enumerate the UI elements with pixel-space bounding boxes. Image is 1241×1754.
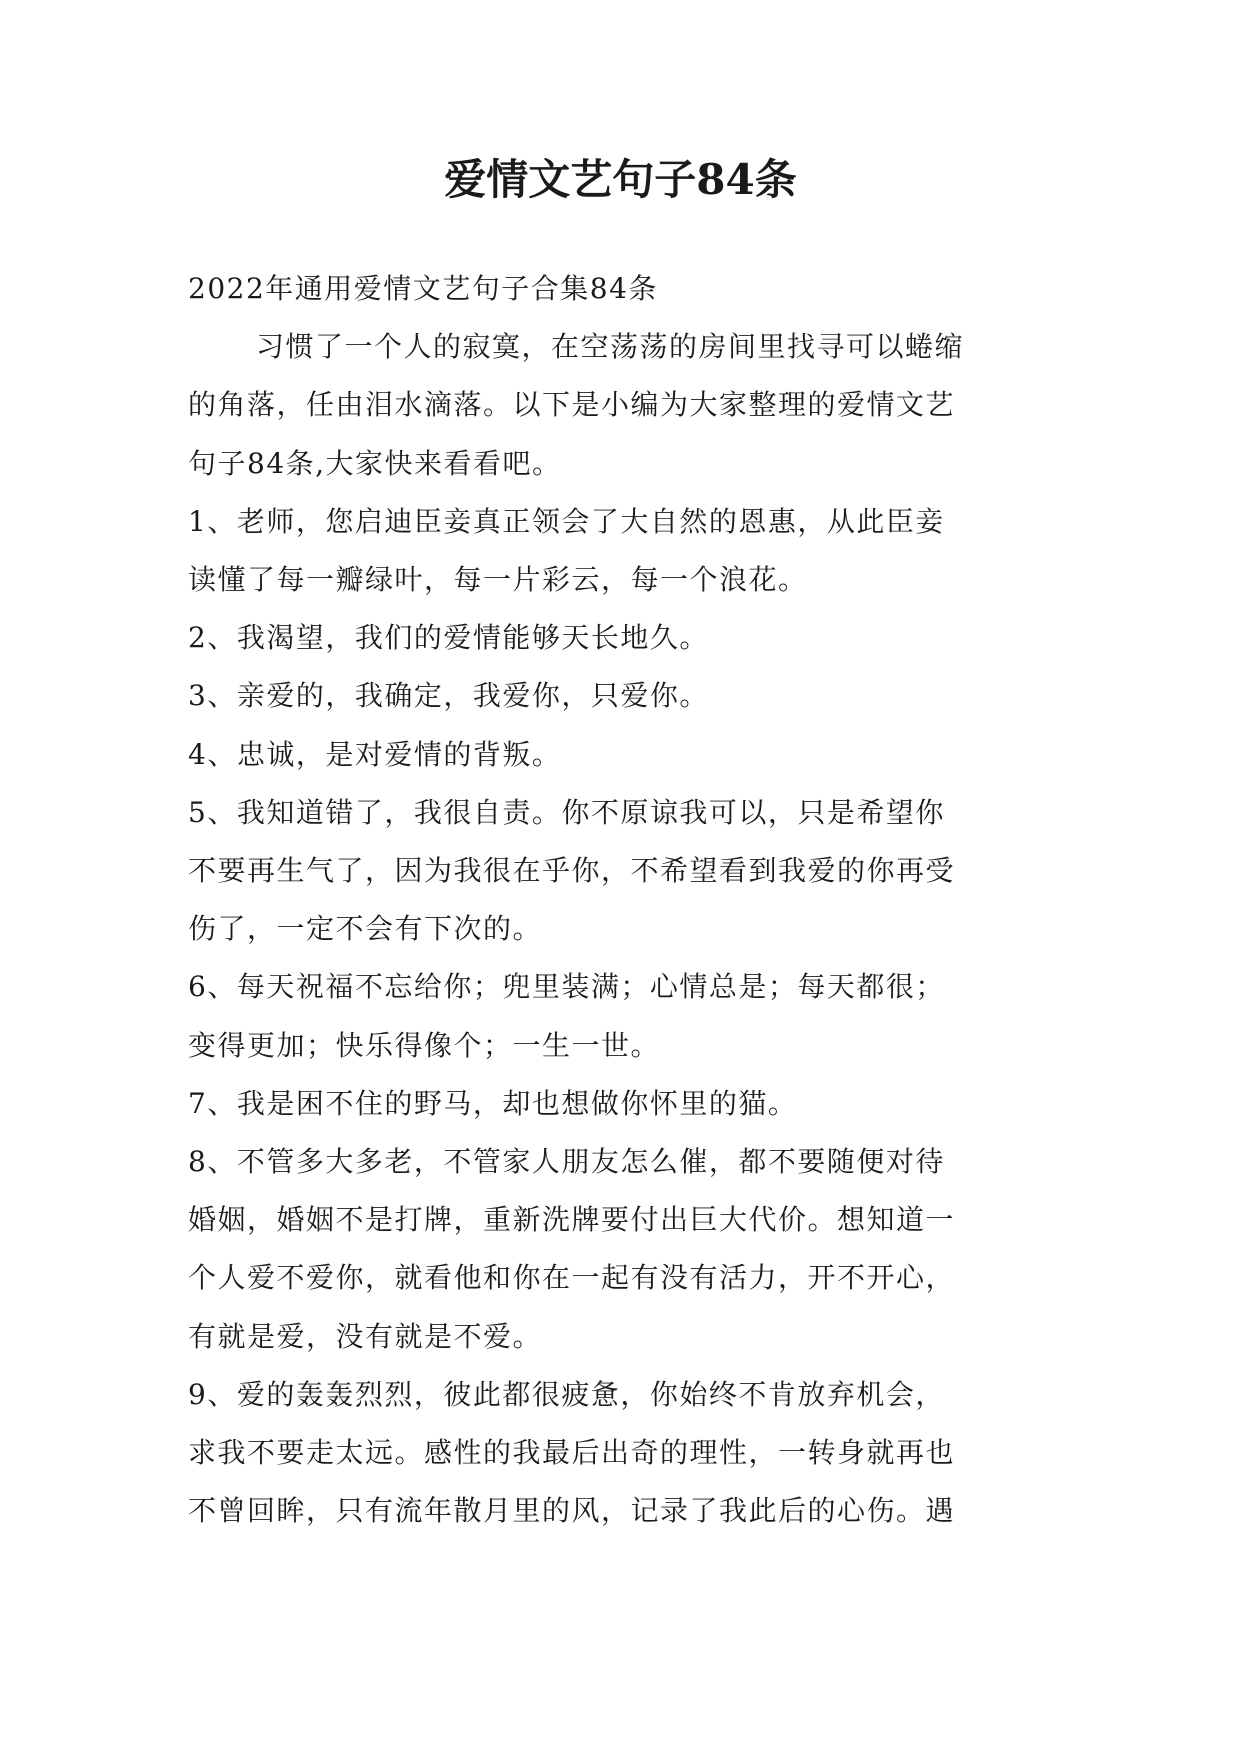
- item-line: 不要再生气了，因为我很在乎你，不希望看到我爱的你再受: [188, 854, 956, 888]
- intro-line: 句子84条,大家快来看看吧。: [188, 446, 562, 480]
- item-line: 读懂了每一瓣绿叶，每一片彩云，每一个浪花。: [188, 563, 808, 597]
- item-line: 3、亲爱的，我确定，我爱你，只爱你。: [188, 679, 709, 713]
- item-line: 5、我知道错了，我很自责。你不原谅我可以，只是希望你: [188, 795, 945, 829]
- item-line: 7、我是困不住的野马，却也想做你怀里的猫。: [188, 1086, 798, 1120]
- intro-line: 的角落，任由泪水滴落。以下是小编为大家整理的爱情文艺: [188, 388, 956, 422]
- item-line: 8、不管多大多老，不管家人朋友怎么催，都不要随便对待: [188, 1145, 945, 1179]
- item-line: 4、忠诚，是对爱情的背叛。: [188, 737, 562, 771]
- item-line: 伤了，一定不会有下次的。: [188, 912, 543, 946]
- item-line: 9、爱的轰轰烈烈，彼此都很疲惫，你始终不肯放弃机会，: [188, 1377, 945, 1411]
- intro-line: 习惯了一个人的寂寞，在空荡荡的房间里找寻可以蜷缩: [256, 330, 965, 364]
- item-line: 求我不要走太远。感性的我最后出奇的理性，一转身就再也: [188, 1436, 956, 1470]
- page-title: 爱情文艺句子84条: [444, 155, 797, 204]
- item-line: 不曾回眸，只有流年散月里的风，记录了我此后的心伤。遇: [188, 1494, 956, 1528]
- item-line: 变得更加；快乐得像个；一生一世。: [188, 1028, 661, 1062]
- item-line: 6、每天祝福不忘给你；兜里装满；心情总是；每天都很；: [188, 970, 945, 1004]
- item-line: 有就是爱，没有就是不爱。: [188, 1319, 543, 1353]
- item-line: 个人爱不爱你，就看他和你在一起有没有活力，开不开心，: [188, 1261, 956, 1295]
- subtitle-line: 2022年通用爱情文艺句子合集84条: [188, 272, 658, 305]
- item-line: 婚姻，婚姻不是打牌，重新洗牌要付出巨大代价。想知道一: [188, 1203, 956, 1237]
- document-body: [188, 260, 1068, 1540]
- item-line: 2、我渴望，我们的爱情能够天长地久。: [188, 621, 709, 655]
- item-line: 1、老师，您启迪臣妾真正领会了大自然的恩惠，从此臣妾: [188, 504, 945, 538]
